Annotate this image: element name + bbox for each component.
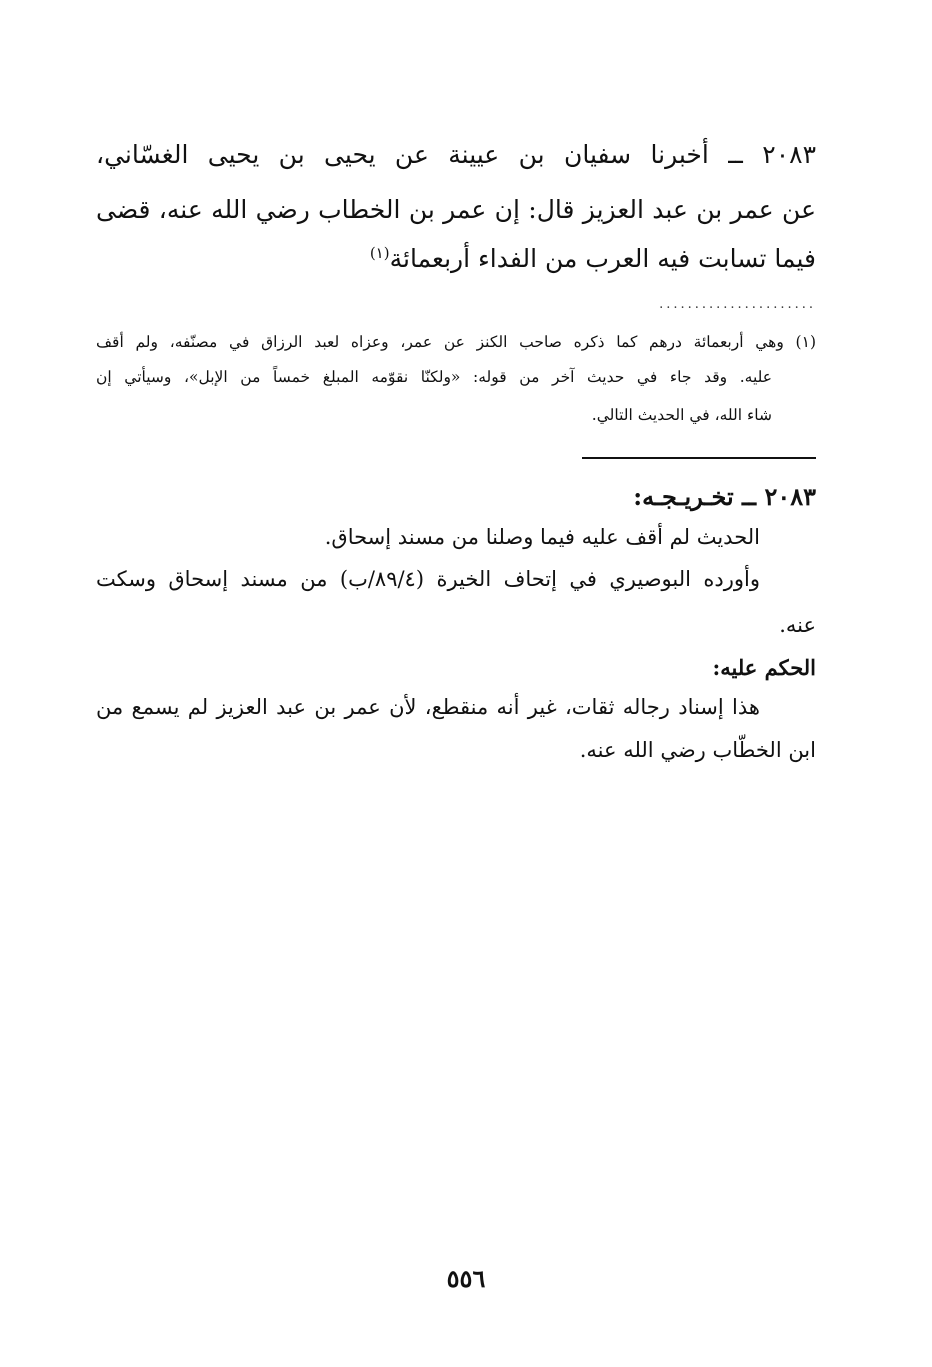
footnote-line-1: (١) وهي أربعمائة درهم كما ذكره صاحب الكنز عن عمر، وعزاه لعبد الرزاق في مصنّفه، ولم أقف	[96, 333, 816, 351]
footnote-line-3: شاء الله، في الحديث التالي.	[591, 406, 772, 424]
section-divider	[582, 457, 816, 459]
hadith-line-1: ٢٠٨٣ ــ أخبرنا سفيان بن عيينة عن يحيى بن يحيى الغسّاني،	[96, 140, 816, 169]
takhrij-line-2: وأورده البوصيري في إتحاف الخيرة (٨٩/٤/ب) من مسند إسحاق وسكت	[96, 567, 761, 591]
takhrij-line-3: عنه.	[779, 613, 816, 637]
takhrij-title: تخـريـجـه:	[633, 482, 734, 511]
hadith-line-3	[96, 244, 816, 273]
takhrij-number: ٢٠٨٣ ــ	[742, 482, 816, 511]
footnote-separator: ......................	[659, 297, 816, 312]
ruling-line-1: هذا إسناد رجاله ثقات، غير أنه منقطع، لأن عمر بن عبد العزيز لم يسمع من	[96, 695, 760, 719]
page-number: ٥٥٦	[446, 1264, 486, 1293]
takhrij-heading	[633, 482, 816, 511]
ruling-line-2: ابن الخطّاب رضي الله عنه.	[579, 738, 816, 762]
footnote-line-2: عليه. وقد جاء في حديث آخر من قوله: «ولكنّا نقوّمه المبلغ خمساً من الإبل»، وسيأتي إن	[96, 368, 772, 386]
footnote-marker: (١)	[369, 244, 390, 262]
hadith-line-3-text: فيما تسابت فيه العرب من الفداء أربعمائة	[389, 244, 816, 273]
takhrij-line-1: الحديث لم أقف عليه فيما وصلنا من مسند إسحاق.	[324, 525, 760, 549]
ruling-label: الحكم عليه:	[712, 655, 816, 680]
hadith-line-2: عن عمر بن عبد العزيز قال: إن عمر بن الخطاب رضي الله عنه، قضى	[96, 195, 816, 224]
